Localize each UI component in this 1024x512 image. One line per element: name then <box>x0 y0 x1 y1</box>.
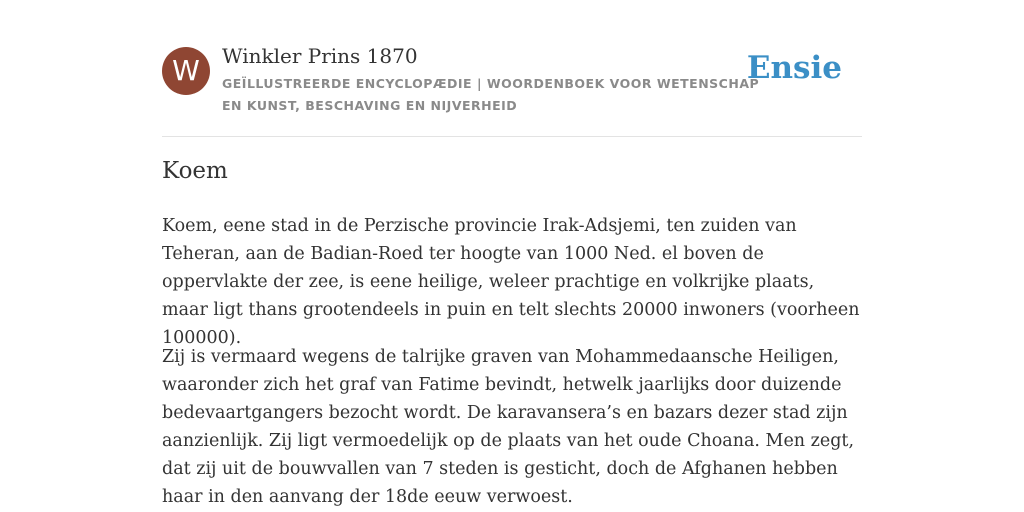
entry-paragraph-2: Zij is vermaard wegens de talrijke graven van Mohammedaansche Heiligen, waaronder zich het graf van Fatime bevindt, hetwelk jaarlijks door duizende bedevaartgangers bezocht wordt. De karavansera’s en bazars dezer stad zijn aanzienlijk. Zij ligt vermoedelijk op de plaats van het oude Choana. Men zegt, dat zij uit de bouwvallen van 7 steden is gesticht, doch de Afghanen hebben haar in den aanvang der 18de eeuw verwoest. <box>162 347 855 507</box>
source-header <box>162 0 862 137</box>
entry-title: Koem <box>162 158 228 184</box>
entry-paragraph-1: Koem, eene stad in de Perzische provincie Irak-Adsjemi, ten zuiden van Teheran, aan de Badian-Roed ter hoogte van 1000 Ned. el boven de oppervlakte der zee, is eene heilige, weleer prachtige en volkrijke plaats, maar ligt thans grootendeels in puin en telt slechts 20000 inwoners (voorheen 100000). <box>162 216 860 348</box>
source-subtitle: GEÏLLUSTREERDE ENCYCLOPÆDIE | WOORDENBOEK VOOR WETENSCHAP EN KUNST, BESCHAVING EN NIJVERHEID <box>222 76 760 113</box>
source-avatar[interactable]: W <box>162 47 210 95</box>
ensie-logo[interactable]: Ensie <box>746 50 842 86</box>
page-container <box>162 0 862 507</box>
source-title[interactable]: Winkler Prins 1870 <box>222 44 418 68</box>
